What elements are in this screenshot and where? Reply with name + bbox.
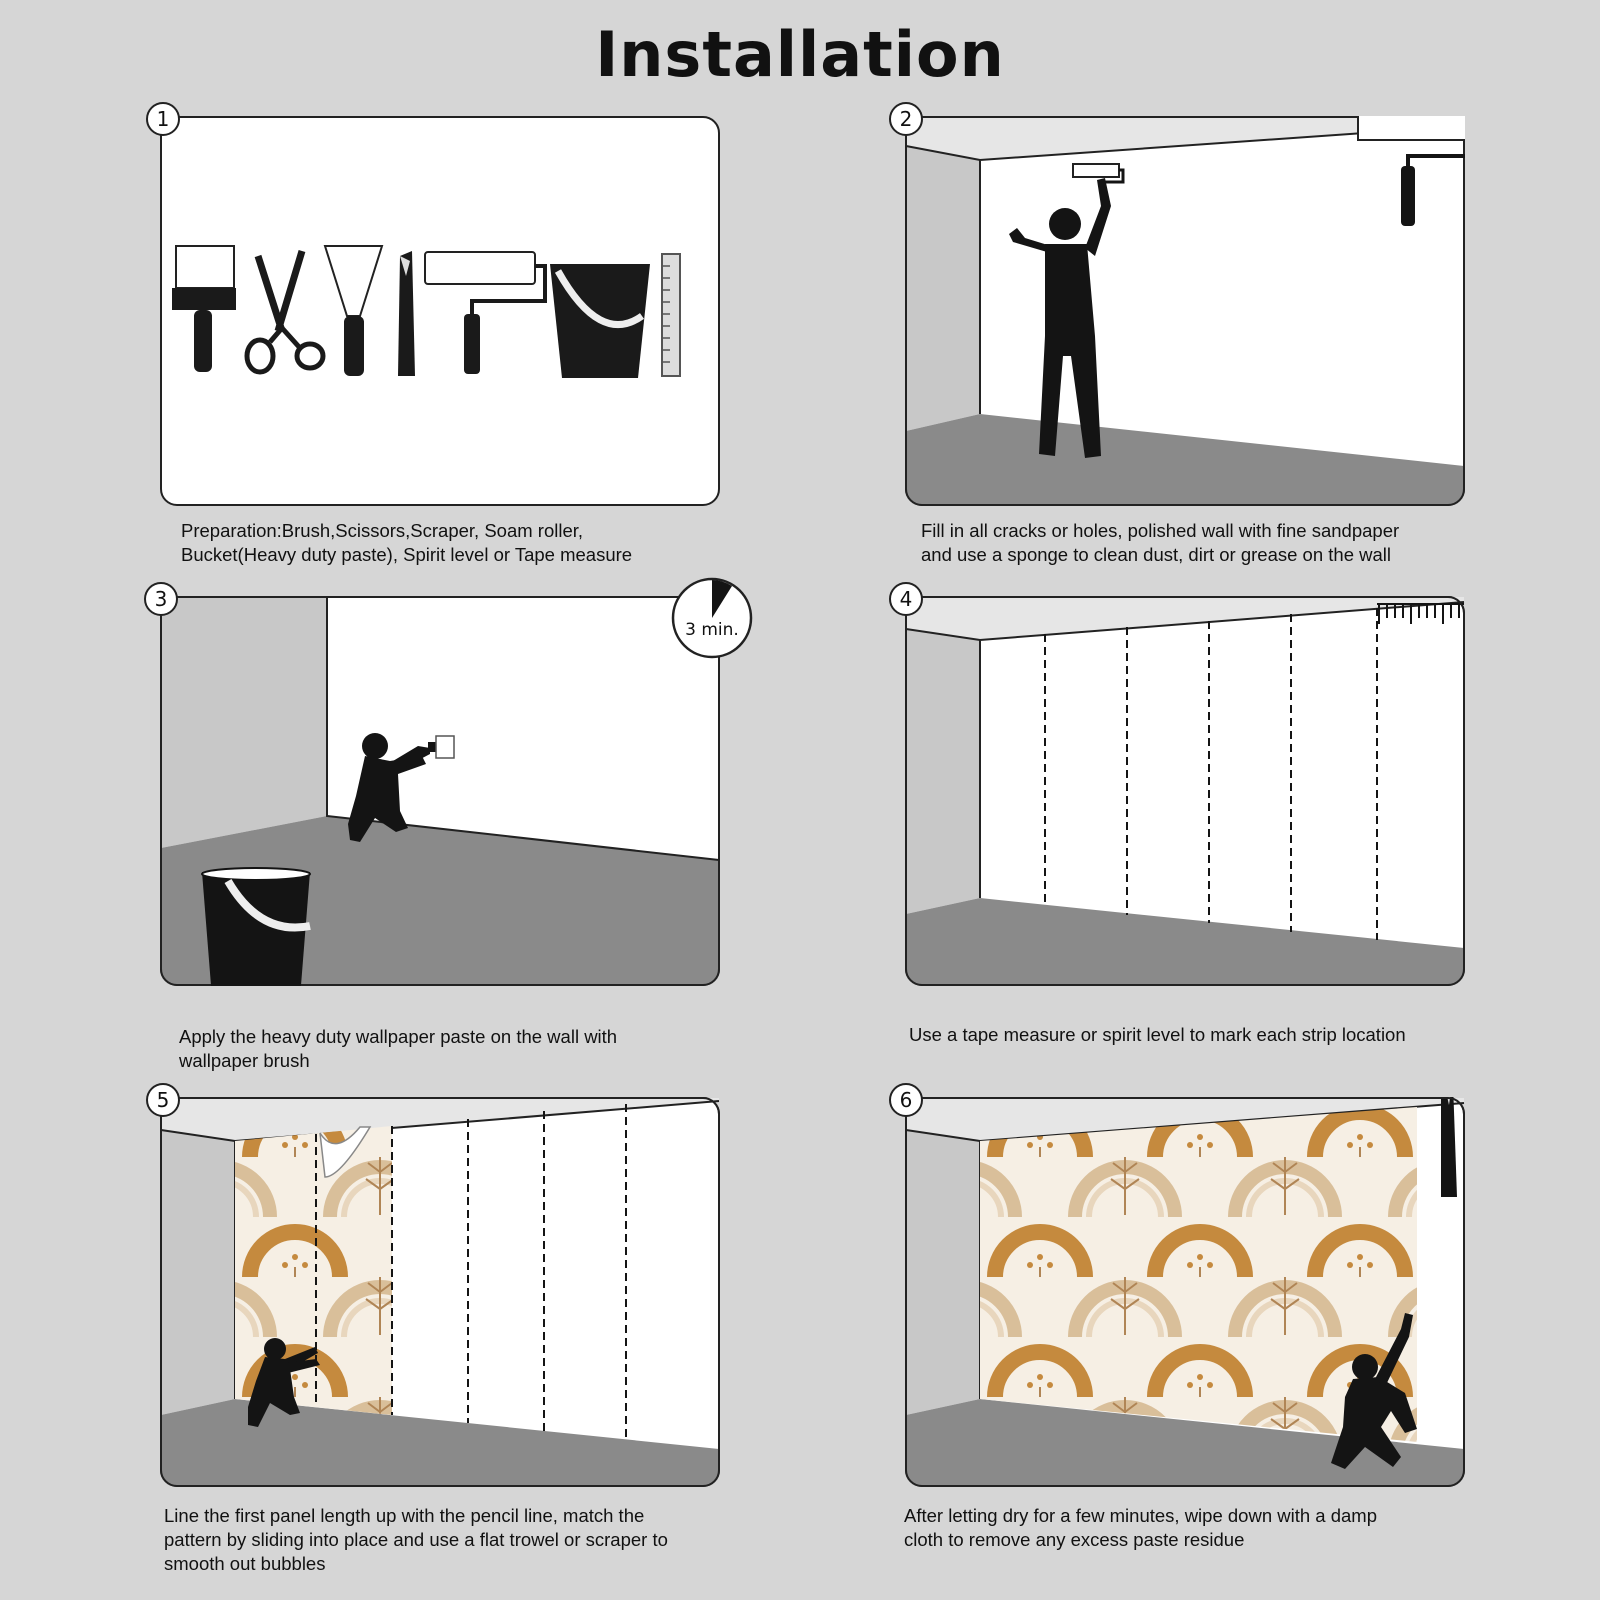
marking-strips-illustration [905, 596, 1465, 986]
step-1-caption: Preparation:Brush,Scissors,Scraper, Soam roller, Bucket(Heavy duty paste), Spirit level or Tape measure [181, 520, 633, 565]
step-4-panel [899, 587, 1465, 986]
hanging-first-panel-illustration [160, 1097, 720, 1487]
ruler-icon [662, 254, 680, 376]
step-number: 5 [146, 1083, 180, 1117]
finished-wall-illustration [905, 1097, 1465, 1487]
step-number: 2 [889, 102, 923, 136]
bucket-icon [550, 264, 650, 378]
timer-label: 3 min. [685, 620, 739, 640]
bucket-icon [202, 868, 310, 986]
step-number: 6 [889, 1083, 923, 1117]
step-number: 1 [146, 102, 180, 136]
step-4-caption: Use a tape measure or spirit level to mark each strip location [909, 1024, 1406, 1045]
step-2-panel [899, 107, 1465, 506]
step-number: 4 [889, 582, 923, 616]
step-3-panel [154, 587, 739, 986]
step-5-caption: Line the first panel length up with the pencil line, match the pattern by sliding into place and use a flat trowel or scraper to smooth out bubbles [164, 1505, 668, 1574]
page-title: Installation [595, 18, 1005, 91]
paste-application-illustration [160, 596, 720, 986]
step-5-panel [156, 1088, 720, 1487]
step-3-caption: Apply the heavy duty wallpaper paste on the wall with wallpaper brush [179, 1026, 618, 1071]
room-sanding-illustration [905, 116, 1465, 506]
step-6-caption: After letting dry for a few minutes, wipe down with a damp cloth to remove any excess paste residue [904, 1505, 1377, 1550]
step-number: 3 [144, 582, 178, 616]
tools-illustration [160, 116, 720, 506]
step-1-panel [156, 107, 720, 506]
timer-icon [670, 576, 754, 665]
wallpaper-strip [235, 1126, 392, 1415]
step-2-caption: Fill in all cracks or holes, polished wall with fine sandpaper and use a sponge to clean dust, dirt or grease on the wall [921, 520, 1400, 565]
step-6-panel [899, 1088, 1465, 1487]
